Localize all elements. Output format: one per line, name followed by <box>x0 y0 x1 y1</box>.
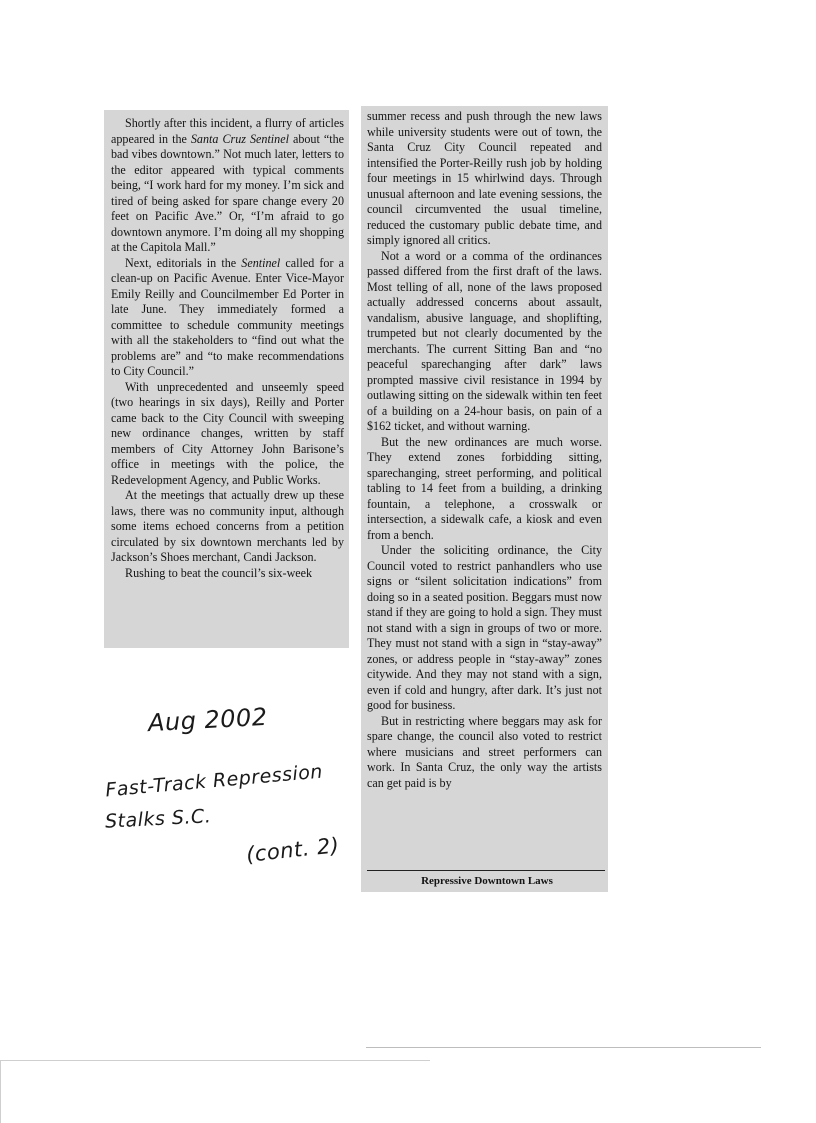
scan-edge-line-left <box>0 1060 1 1123</box>
paragraph-1-text-a: Shortly after this incident, a flurry of articles appeared in the <box>111 116 344 146</box>
paragraph-4: At the meetings that actually drew up these laws, there was no community input, although some items echoed concerns from a petition circulated by six downtown merchants led by Jackson’s Shoes merchant, Candi Jackson. <box>111 488 344 564</box>
paragraph-8: But the new ordinances are much worse. They extend zones forbidding sitting, sparechanging, street performing, and political tabling to 14 feet from a building, a drinking fountain, a telephone, a crosswalk or intersection, a sidewalk cafe, a kiosk and even from a bench. <box>367 434 602 542</box>
paragraph-2-text-b: called for a clean-up on Pacific Avenue. Enter Vice-Mayor Emily Reilly and Councilmember Ed Porter in late June. They immediately formed a committee to schedule community meetings with all the stakeholders to “find out what the problems are” and “to make recommendations to City Council.” <box>111 255 345 378</box>
paragraph-5: Rushing to beat the council’s six-week <box>125 565 313 580</box>
paragraph-7: Not a word or a comma of the ordinances passed differed from the first draft of the laws. Most telling of all, none of the laws proposed actually addressed concerns about assault, vandalism, abusive language, and shoplifting, trumpeted but not clearly documented by the merchants. The current Sitting Ban and “no peaceful sparechanging after dark” laws prompted massive civil resistance in 1994 by outlawing sitting on the sidewalk within ten feet of a building on a 24-hour basis, on pain of a $162 ticket, and without warning. <box>367 248 602 433</box>
article-caption: Repressive Downtown Laws <box>421 875 553 887</box>
handwritten-date: Aug 2002 <box>147 702 269 738</box>
article-clipping-left-column <box>104 110 349 648</box>
paragraph-2-text-a: Next, editorials in the <box>125 255 242 270</box>
article-clipping-right-column <box>361 106 608 892</box>
handwritten-continuation-note: (cont. 2) <box>245 833 341 867</box>
newspaper-name-short: Sentinel <box>241 255 281 270</box>
newspaper-name: Santa Cruz Sentinel <box>190 131 289 146</box>
handwritten-title-line2: Stalks S.C. <box>104 805 212 833</box>
paragraph-6: summer recess and push through the new laws while university students were out of town, the Santa Cruz City Council repeated and intensified the Porter-Reilly rush job by holding four meetings in 15 whirlwind days. Through unusual afternoon and late evening sessions, the council circumvented the usual timeline, reduced the customary public debate time, and simply ignored all critics. <box>367 109 602 247</box>
caption-rule <box>367 870 605 871</box>
paragraph-10: But in restricting where beggars may ask for spare change, the council also voted to restrict where musicians and street performers can work. In Santa Cruz, the only way the artists can get paid is by <box>367 713 602 790</box>
paragraph-1 <box>111 116 344 256</box>
scan-edge-line <box>366 1047 761 1048</box>
paragraph-1-text-b: about “the bad vibes downtown.” Not much later, letters to the editor appeared with typical comments being, “I work hard for my money. I’m sick and tired of being asked for spare change every 20 feet on Pacific Ave.” Or, “I’m afraid to go downtown anymore. I’m doing all my shopping at the Capitola Mall.” <box>111 131 344 254</box>
scan-edge-line-bottom <box>0 1060 430 1061</box>
paragraph-9: Under the soliciting ordinance, the City Council voted to restrict panhandlers who use signs or “silent solicitation indications” from doing so in a seated position. Beggars must now stand if they are going to hold a sign. They must not stand with a sign in groups of two or more. They must not stand with a sign in “stay-away” zones, or address people in “stay-away” zones citywide. And they may not stand with a sign, even if cold and hungry, after dark. It’s just not good for business. <box>367 543 602 712</box>
paragraph-3: With unprecedented and unseemly speed (two hearings in six days), Reilly and Porter came back to the City Council with sweeping new ordinance changes, written by staff members of City Attorney John Barisone’s office in meetings with the police, the Redevelopment Agency, and Public Works. <box>111 379 344 487</box>
paragraph-2 <box>111 256 344 380</box>
handwritten-title-line1: Fast-Track Repression <box>104 760 324 802</box>
